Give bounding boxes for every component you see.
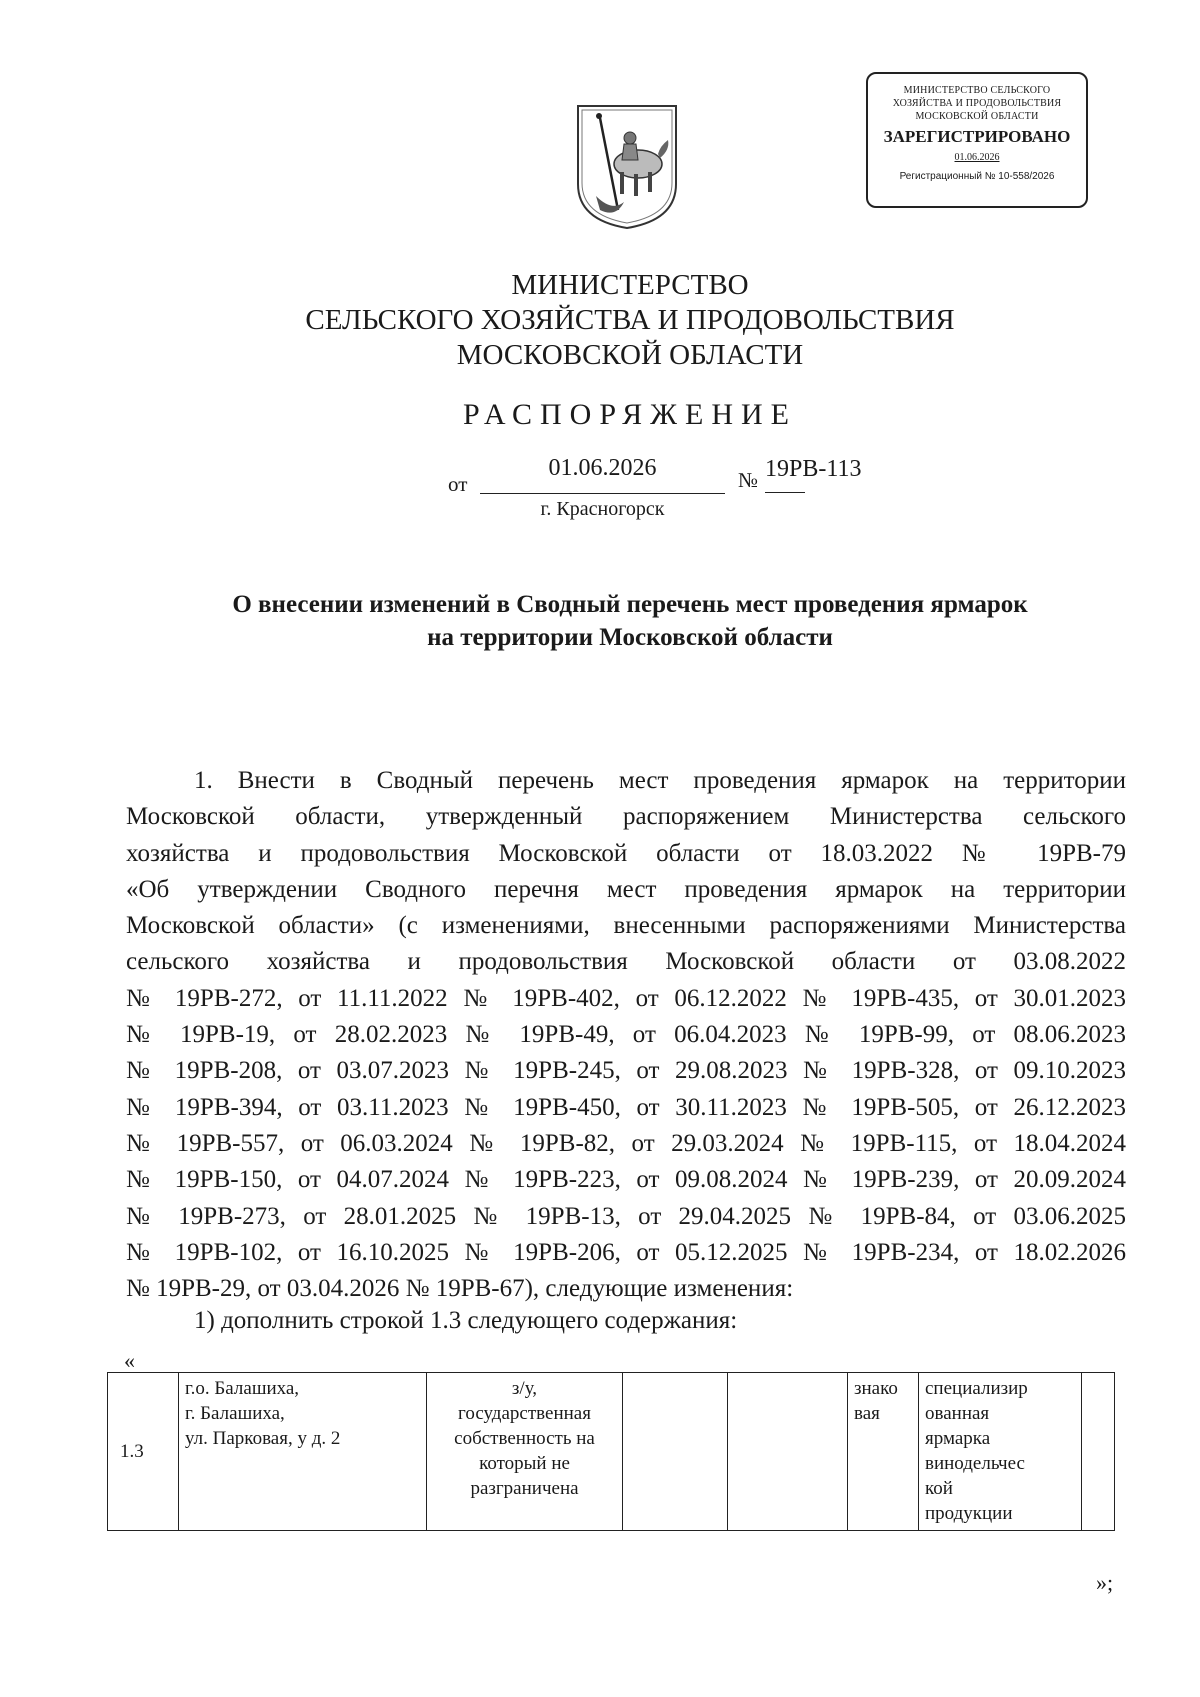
cell-line: продукции: [925, 1503, 1013, 1524]
cell-line: специализир: [925, 1378, 1028, 1399]
cell-empty: [1082, 1373, 1115, 1531]
cell-line: собственность на: [454, 1428, 595, 1449]
body-line: № 19РВ-208, от 03.07.2023 № 19РВ-245, от 29.08.2023 № 19РВ-328, от 09.10.2023: [126, 1057, 1126, 1085]
ministry-line2: СЕЛЬСКОГО ХОЗЯЙСТВА И ПРОДОВОЛЬСТВИЯ: [305, 304, 955, 336]
cell-number: 1.3: [108, 1373, 179, 1531]
body-line: Московской области» (с изменениями, внесенными распоряжениями Министерства: [126, 912, 1126, 940]
stamp-line1: МИНИСТЕРСТВО СЕЛЬСКОГО: [903, 85, 1051, 96]
subject-line1: О внесении изменений в Сводный перечень мест проведения ярмарок: [232, 591, 1028, 618]
stamp-date: 01.06.2026: [954, 152, 1000, 163]
cell-line: винодельчес: [925, 1453, 1025, 1474]
cell-line: з/у,: [511, 1378, 538, 1399]
cell-line: ярмарка: [925, 1428, 991, 1449]
cell-specialization: [919, 1373, 1082, 1531]
body-paragraph: [126, 763, 1126, 1307]
body-line: № 19РВ-29, от 03.04.2026 № 19РВ-67), следующие изменения:: [126, 1275, 794, 1303]
order-title: РАСПОРЯЖЕНИЕ: [462, 398, 798, 431]
cell-empty: [728, 1373, 848, 1531]
cell-line: который не: [479, 1453, 570, 1474]
stamp-reg-number: Регистрационный № 10-558/2026: [899, 171, 1055, 182]
body-line: 1. Внести в Сводный перечень мест проведения ярмарок на территории: [194, 767, 1126, 794]
body-line: № 19РВ-272, от 11.11.2022 № 19РВ-402, от 06.12.2022 № 19РВ-435, от 30.01.2023: [126, 984, 1126, 1012]
open-quote: «: [124, 1348, 135, 1373]
body-line: хозяйства и продовольствия Московской области от 18.03.2022 № 19РВ-79: [126, 839, 1126, 867]
cell-line: знако: [854, 1378, 898, 1399]
body-line: № 19РВ-19, от 28.02.2023 № 19РВ-49, от 06.04.2023 № 19РВ-99, от 08.06.2023: [126, 1021, 1126, 1049]
item-1-text: 1) дополнить строкой 1.3 следующего содержания:: [194, 1307, 738, 1334]
body-line: Московской области, утвержденный распоряжением Министерства сельского: [126, 803, 1126, 831]
stamp-line3: МОСКОВСКОЙ ОБЛАСТИ: [915, 111, 1039, 122]
body-line: № 19РВ-150, от 04.07.2024 № 19РВ-223, от 09.08.2024 № 19РВ-239, от 20.09.2024: [126, 1166, 1126, 1194]
subject-line2: на территории Московской области: [427, 624, 833, 651]
cell-line: кой: [925, 1478, 953, 1499]
stamp-line2: ХОЗЯЙСТВА И ПРОДОВОЛЬСТВИЯ: [892, 98, 1062, 109]
order-from-label: от: [448, 472, 468, 496]
table-row: [108, 1373, 1115, 1531]
cell-line: г.о. Балашиха,: [185, 1378, 300, 1399]
order-date: 01.06.2026: [480, 455, 725, 494]
order-number-label: №: [738, 468, 759, 492]
close-quote: »;: [1096, 1570, 1114, 1595]
order-subject: [0, 588, 1200, 654]
order-number-underline: [765, 492, 805, 493]
body-line: № 19РВ-557, от 06.03.2024 № 19РВ-82, от 29.03.2024 № 19РВ-115, от 18.04.2024: [126, 1129, 1126, 1157]
order-city: г. Красногорск: [540, 498, 665, 520]
cell-line: г. Балашиха,: [185, 1403, 285, 1424]
body-line: № 19РВ-394, от 03.11.2023 № 19РВ-450, от 30.11.2023 № 19РВ-505, от 26.12.2023: [126, 1093, 1126, 1121]
inserted-row-table: [107, 1372, 1115, 1531]
cell-land-status: [427, 1373, 623, 1531]
stamp-status: ЗАРЕГИСТРИРОВАНО: [883, 127, 1071, 146]
body-line: № 19РВ-102, от 16.10.2025 № 19РВ-206, от 05.12.2025 № 19РВ-234, от 18.02.2026: [126, 1238, 1126, 1266]
body-line: сельского хозяйства и продовольствия Московской области от 03.08.2022: [126, 948, 1126, 976]
cell-address: [179, 1373, 427, 1531]
cell-type: [848, 1373, 919, 1531]
ministry-line3: МОСКОВСКОЙ ОБЛАСТИ: [456, 339, 804, 371]
cell-line: разграничена: [470, 1478, 579, 1499]
cell-line: вая: [854, 1403, 880, 1424]
body-line: № 19РВ-273, от 28.01.2025 № 19РВ-13, от 29.04.2025 № 19РВ-84, от 03.06.2025: [126, 1202, 1126, 1230]
cell-line: государственная: [458, 1403, 591, 1424]
cell-line: ованная: [925, 1403, 990, 1424]
body-line: «Об утверждении Сводного перечня мест проведения ярмарок на территории: [126, 875, 1126, 903]
order-number: 19РВ-113: [765, 456, 862, 482]
registration-stamp: [866, 72, 1088, 208]
cell-line: ул. Парковая, у д. 2: [185, 1428, 341, 1449]
ministry-line1: МИНИСТЕРСТВО: [511, 269, 749, 301]
cell-empty: [623, 1373, 728, 1531]
ministry-header: [0, 268, 1200, 373]
coat-of-arms-icon: [572, 100, 682, 232]
